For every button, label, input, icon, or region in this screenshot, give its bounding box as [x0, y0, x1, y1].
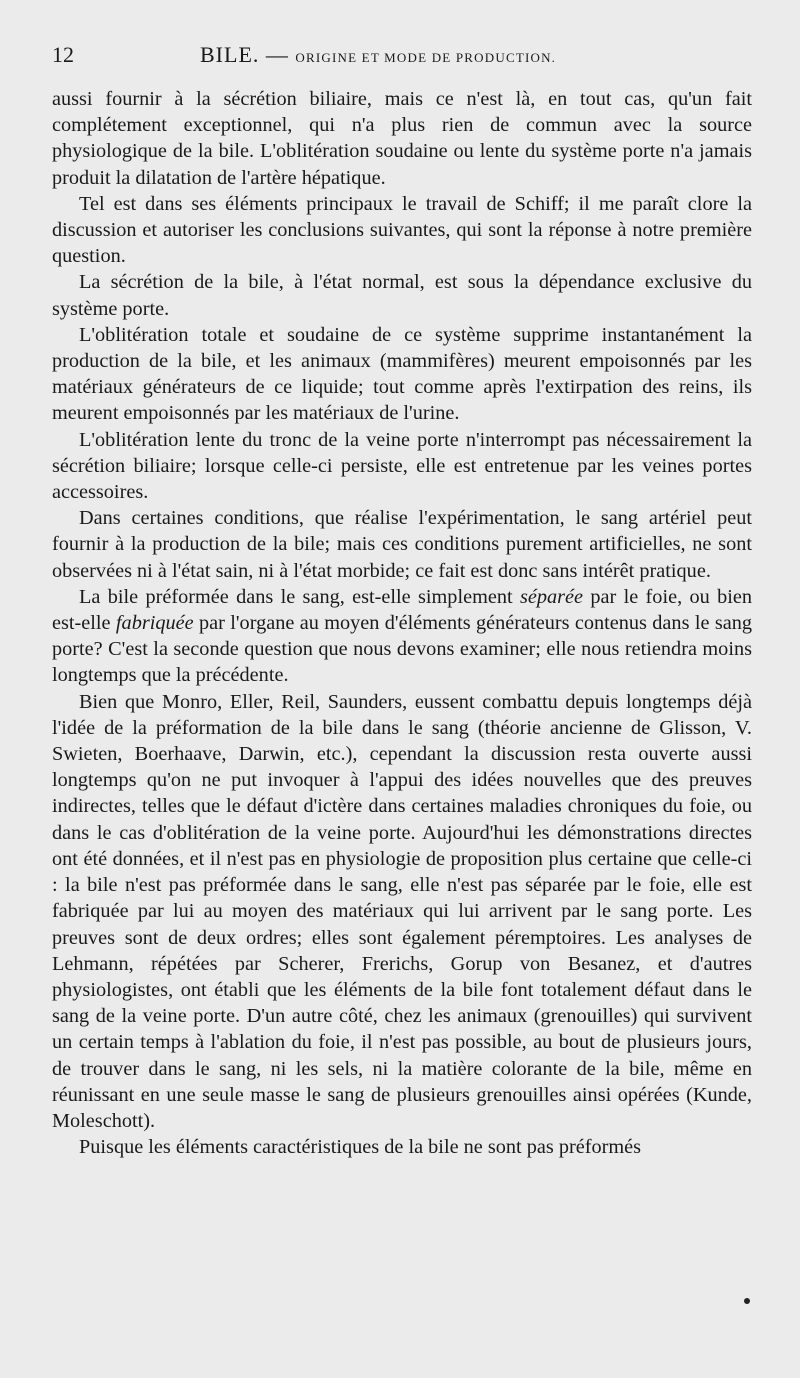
running-head-title: BILE.	[200, 42, 260, 67]
paragraph-slow-obliteration: L'oblitération lente du tronc de la veine porte n'interrompt pas nécessairement la sécrétion biliaire; lorsque celle-ci persiste, elle est entretenue par les veines portes accessoires.	[52, 428, 752, 504]
paragraph-secretion: La sécrétion de la bile, à l'état normal, est sous la dépendance exclusive du système porte.	[52, 271, 752, 320]
paragraph-total-obliteration: L'oblitération totale et soudaine de ce système supprime instantanément la production de la bile, et les animaux (mammifères) meurent empoisonnés par les matériaux générateurs de ce liquide; tout comme après l'extirpation des reins, ils meurent empoisonnés par les matériaux de l'urine.	[52, 323, 752, 425]
paragraph-preformation-theory: Bien que Monro, Eller, Reil, Saunders, eussent combattu depuis longtemps déjà l'idée de la préformation de la bile dans le sang (théorie ancienne de Glisson, V. Swieten, Boerhaave, Darwin, etc.), cependant la discussion resta ouverte aussi longtemps qu'on ne put invoquer à l'appui des idées nouvelles que des preuves indirectes, telles que le défaut d'ictère dans certaines maladies chroniques du foie, ou dans le cas d'oblitération de la veine porte. Aujourd'hui les démonstrations directes ont été données, et il n'est pas en physiologie de proposition plus certaine que celle-ci : la bile n'est pas préformée dans le sang, elle n'est pas séparée par le foie, elle est fabriquée par lui au moyen des matériaux qui lui arrivent par le sang porte. Les preuves sont de deux ordres; elles sont également péremptoires. Les analyses de Lehmann, répétées par Scherer, Frerichs, Gorup von Besanez, et d'autres physiologistes, ont établi que les éléments de la bile font totalement défaut dans le sang de la veine porte. D'un autre côté, chez les animaux (grenouilles) qui survivent un certain temps à l'ablation du foie, il n'est pas possible, au bout de plusieurs jours, de trouver dans le sang, ni les sels, ni la matière colorante de la bile, même en réunissant en une seule masse le sang de plusieurs grenouilles ainsi opérées (Kunde, Moleschott).	[52, 690, 752, 1132]
emphasis-fabriquee: fabriquée	[115, 612, 194, 635]
running-head-dash: —	[265, 42, 289, 67]
paragraph-final: Puisque les éléments caractéristiques de la bile ne sont pas préformés	[79, 1136, 642, 1159]
paragraph-text: par le foie, ou bien est-elle	[52, 585, 752, 635]
paragraph-text: par l'organe au moyen d'éléments générateurs contenus dans le sang porte? C'est la seconde question que nous devons examiner; elle nous retiendra moins longtemps que la précédente.	[52, 612, 752, 687]
page-number: 12	[52, 42, 74, 67]
running-head-subtitle: ORIGINE ET MODE DE PRODUCTION.	[295, 50, 557, 65]
paragraph-schiff-conclusion: Tel est dans ses éléments principaux le travail de Schiff; il me paraît clore la discussion et autoriser les conclusions suivantes, qui sont la réponse à notre première question.	[52, 192, 752, 268]
running-head	[200, 42, 556, 68]
paragraph-continuation: aussi fournir à la sécrétion biliaire, mais ce n'est là, en tout cas, qu'un fait complétement exceptionnel, qui n'a plus rien de commun avec la source physiologique de la bile. L'oblitération soudaine ou lente du système porte n'a jamais produit la dilatation de l'artère hépatique.	[52, 88, 752, 189]
paragraph-arterial-blood: Dans certaines conditions, que réalise l'expérimentation, le sang artériel peut fournir à la production de la bile; mais ces conditions purement artificielles, ne sont observées ni à l'état sain, ni à l'état morbide; ce fait est donc sans intérêt pratique.	[52, 507, 752, 582]
body-text	[52, 86, 752, 1160]
ink-dot	[744, 1298, 750, 1304]
paragraph-text: La bile préformée dans le sang, est-elle simplement	[79, 585, 520, 608]
page-header	[52, 42, 752, 76]
emphasis-separee: séparée	[519, 585, 584, 608]
paragraph-second-question	[52, 584, 752, 689]
